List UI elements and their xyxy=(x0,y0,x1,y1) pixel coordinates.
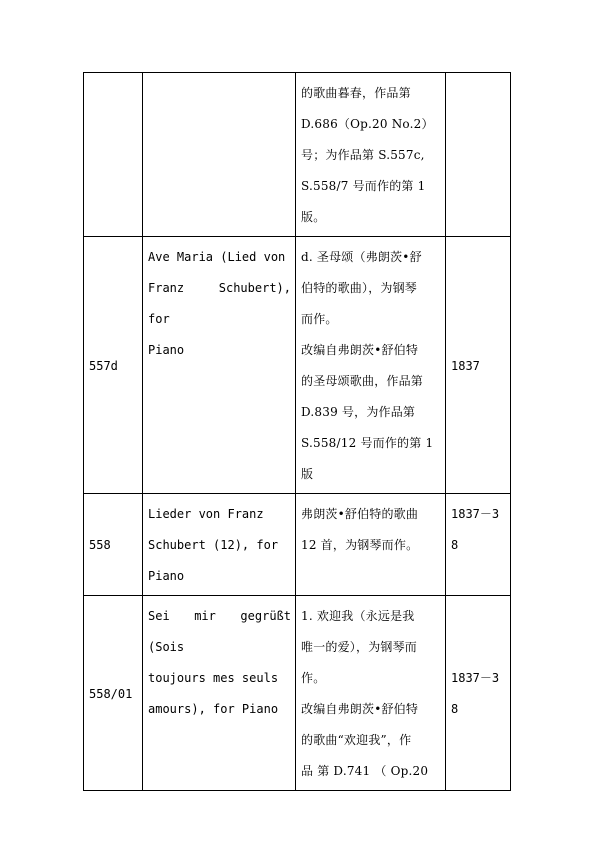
description-line: 12 首，为钢琴而作。 xyxy=(301,538,419,552)
description-line: 品 第 D.741 （ Op.20 xyxy=(301,764,429,778)
description-line: S.558/7 号而作的第 1 xyxy=(301,179,426,193)
work-number-cell: 558 xyxy=(84,494,143,596)
title-line: toujours mes seuls xyxy=(148,671,279,685)
description-line: D.686（Op.20 No.2） xyxy=(301,117,434,131)
work-title-cell xyxy=(143,494,296,596)
description-line: 弗朗茨•舒伯特的歌曲 xyxy=(301,507,419,521)
description-line: 版 xyxy=(301,467,314,481)
work-description-cell xyxy=(296,494,446,596)
works-catalog-table xyxy=(83,72,511,791)
year-line: 8 xyxy=(451,538,459,552)
description-line: 的歌曲“欢迎我”，作 xyxy=(301,733,412,747)
title-line: amours), for Piano xyxy=(148,702,279,716)
description-line: 的歌曲暮春，作品第 xyxy=(301,86,411,100)
year-line: 1837 xyxy=(451,358,480,373)
description-line: S.558/12 号而作的第 1 xyxy=(301,436,434,450)
work-year-cell xyxy=(446,494,511,596)
description-line: 号；为作品第 S.557c, xyxy=(301,148,425,162)
work-description-cell xyxy=(296,73,446,237)
work-number-cell xyxy=(84,73,143,237)
work-description-cell xyxy=(296,596,446,791)
title-line: Piano xyxy=(148,343,185,357)
table-row xyxy=(84,73,511,237)
table-row xyxy=(84,596,511,791)
description-line: 改编自弗朗茨•舒伯特 xyxy=(301,343,419,357)
description-line: 唯一的爱），为钢琴而 xyxy=(301,640,418,654)
title-line: Franz Schubert), for xyxy=(148,281,299,326)
work-description-cell xyxy=(296,237,446,494)
work-title-cell xyxy=(143,596,299,791)
table-row xyxy=(84,237,511,494)
table-row xyxy=(84,494,511,596)
work-title-cell xyxy=(143,237,299,494)
description-line: 伯特的歌曲），为钢琴 xyxy=(301,281,418,295)
work-year-cell xyxy=(446,596,511,791)
year-line: 1837－3 xyxy=(451,507,500,521)
work-year-cell xyxy=(446,237,511,494)
year-line: 8 xyxy=(451,702,459,716)
catalog-table-body xyxy=(84,73,511,791)
year-line: 1837－3 xyxy=(451,671,500,685)
description-line: 作。 xyxy=(301,671,326,685)
title-line: Lieder von Franz xyxy=(148,507,264,521)
title-line: Sei mir gegrüßt (Sois xyxy=(148,609,299,654)
work-year-cell xyxy=(446,73,511,237)
title-line: Schubert (12), for xyxy=(148,538,279,552)
work-number-cell: 558/01 xyxy=(84,596,143,791)
work-title-cell xyxy=(143,73,296,237)
work-number-cell: 557d xyxy=(84,237,143,494)
description-line: 的圣母颂歌曲，作品第 xyxy=(301,374,424,388)
description-line: d. 圣母颂（弗朗茨•舒 xyxy=(301,250,422,264)
description-line: 而作。 xyxy=(301,312,338,326)
description-line: 改编自弗朗茨•舒伯特 xyxy=(301,702,419,716)
description-line: 1. 欢迎我（永远是我 xyxy=(301,609,415,623)
description-line: 版。 xyxy=(301,210,326,224)
description-line: D.839 号，为作品第 xyxy=(301,405,416,419)
title-line: Piano xyxy=(148,569,185,583)
title-line: Ave Maria (Lied von xyxy=(148,250,286,264)
